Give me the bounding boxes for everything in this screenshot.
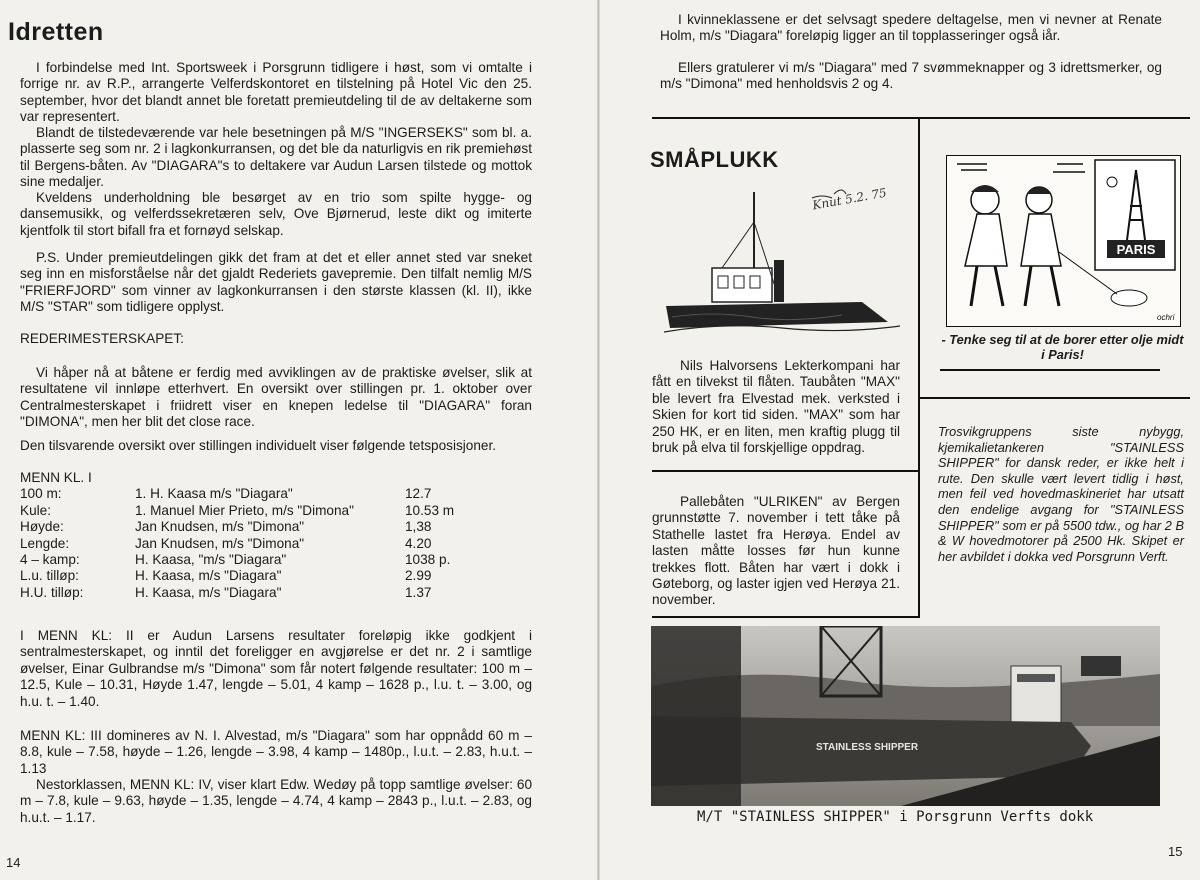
paragraph-nestorklassen	[20, 777, 532, 826]
divider-top	[652, 117, 1190, 119]
value-cell: 1,38	[405, 519, 432, 535]
paragraph-1	[20, 60, 532, 126]
cartoon-signature: ochri	[1157, 313, 1175, 322]
section-title-smaplukk: SMÅPLUKK	[650, 147, 779, 172]
event-cell: Lengde:	[20, 535, 70, 551]
event-cell: H.U. tilløp:	[20, 584, 84, 600]
value-cell: 2.99	[405, 568, 432, 584]
name-cell: H. Kaasa, m/s "Diagara"	[135, 568, 282, 584]
table-row	[20, 568, 485, 584]
table-row	[20, 519, 485, 535]
divider-caption	[940, 369, 1160, 371]
name-cell: H. Kaasa, m/s "Diagara"	[135, 584, 282, 600]
table-row	[20, 486, 485, 502]
paragraph-2-text: Blandt de tilstedeværende var hele besetningen på M/S "INGERSEKS" som bl. a. plasserte seg som nr. 2 i lagkonkurransen, og det ble da naturligvis en rik premiehøst til Bergens-båten. Av "DIAGARA"s to deltakere var Audun Larsen tilstede og mottok sine medaljer.	[20, 125, 532, 190]
paragraph-3	[20, 190, 532, 239]
results-table	[20, 470, 485, 601]
value-cell: 1.37	[405, 584, 432, 600]
paragraph-menn-kl-2: I MENN KL: II er Audun Larsens resultater foreløpig ikke godkjent i sentralmesterskapet, og inntil det foreligger en avgjørelse er det nr. 2 i samtlige øvelser, Einar Gulbrandse m/s "Dimona" som får notert følgende resultater: 100 m – 12.5, Kule – 10.31, Høyde 1.47, lengde – 5.01, 4 kamp – 1628 p., l.u. t. – 3.00, og h.u. t. – 1.40.	[20, 628, 532, 709]
section-title-idretten: Idretten	[8, 18, 104, 46]
paragraph-6: Den tilsvarende oversikt over stillingen individuelt viser følgende tetsposisjoner.	[20, 438, 497, 453]
cartoon-caption: - Tenke seg til at de borer etter olje midt i Paris!	[941, 332, 1184, 362]
event-cell: Kule:	[20, 502, 51, 518]
paragraph-nestorklassen-text: Nestorklassen, MENN KL: IV, viser klart Edw. Wedøy på topp samtlige øvelser: 60 m – 7.8, kule – 9.63, høyde – 1.35, lengde – 4.74, 4 kamp – 2843 p., l.u.t. – 2.83, og h.u.t. – 1.17.	[20, 777, 532, 825]
paragraph-2	[20, 125, 532, 191]
name-cell: 1. H. Kaasa m/s "Diagara"	[135, 486, 293, 502]
paragraph-ulriken	[652, 494, 900, 609]
photo-caption: M/T "STAINLESS SHIPPER" i Porsgrunn Verfts dokk	[697, 809, 1094, 825]
paragraph-gratulerer-text: Ellers gratulerer vi m/s "Diagara" med 7 svømmeknapper og 3 idrettsmerker, og m/s "Dimona" med henholdsvis 2 og 4.	[660, 60, 1162, 92]
heading-rederimesterskapet: REDERIMESTERSKAPET:	[20, 331, 184, 346]
paragraph-ulriken-text: Pallebåten "ULRIKEN" av Bergen grunnstøtte 7. november i tett tåke på Stathelle lastet fra Herøya. Endel av lasten måtte losses før hun kunne trekkes flott. Båten har vært i dokk i Gøteborg, og laster igjen ved Herøya 21. november.	[652, 494, 900, 608]
name-cell: 1. Manuel Mier Prieto, m/s "Dimona"	[135, 502, 354, 518]
name-cell: Jan Knudsen, m/s "Dimona"	[135, 519, 305, 535]
value-cell: 4.20	[405, 535, 432, 551]
paragraph-stainless-shipper: Trosvikgruppens siste nybygg, kjemikalietankeren "STAINLESS SHIPPER" for dansk reder, er ikke helt i rute. Den skulle vært levert tidlig i høst, men feil ved hovedmaskineriet har utsatt den endelige avgang for "STAINLESS SHIPPER" som er på 5500 tdw., og har 2 B & W hovedmotorer på 2500 Hk. Skipet er her avbildet i dokka ved Porsgrunn Verft.	[938, 424, 1184, 564]
table-row	[20, 585, 485, 601]
paragraph-5-text: Vi håper nå at båtene er ferdig med avviklingen av de praktiske øvelser, slik at resultatene vil innløpe etterhvert. En oversikt over stillingen pr. 1. oktober over Centralmesterskapet i friidrett viser en knepen ledelse til "DIAGARA" foran "DIMONA", men her blit det close race.	[20, 365, 532, 430]
event-cell: Høyde:	[20, 519, 64, 535]
tugboat-sketch-image	[662, 182, 902, 342]
paragraph-3-text: Kveldens underholdning ble besørget av en trio som spilte hygge- og dansemusikk, og velferdssekretæren selv, Ove Bjørnerud, leste dikt og imiterte kjentfolk til stort bifall fra et fornøyd selskap.	[20, 190, 532, 238]
event-cell: L.u. tilløp:	[20, 568, 79, 584]
value-cell: 1038 p.	[405, 552, 451, 568]
paragraph-ps-text: P.S. Under premieutdelingen gikk det fram at det et eller annet sted var sneket seg inn en misforståelse når det gjaldt Rederiets gavepremie. Den tilfalt nemlig M/S "FRIERFJORD" som vinner av lagkonkurransen i den største klassen (kl. II), ikke M/S "STAR" som tidligere opplyst.	[20, 250, 532, 315]
divider-max	[652, 470, 918, 472]
divider-vertical	[918, 117, 920, 617]
paragraph-5	[20, 365, 532, 431]
paragraph-1-text: I forbindelse med Int. Sportsweek i Porsgrunn tidligere i høst, som vi omtalte i forrige nr. av R.P., arrangerte Velferdskontoret en tilstelning på Hotel Vic den 25. september, hvor det blandt annet ble foretatt premieutdeling til de av deltakerne som var representert.	[20, 60, 532, 125]
left-page	[0, 0, 598, 880]
paragraph-gratulerer	[660, 60, 1162, 93]
value-cell: 12.7	[405, 486, 432, 502]
value-cell: 10.53 m	[405, 502, 455, 518]
photo-hull-name: STAINLESS SHIPPER	[816, 742, 919, 753]
paragraph-ps	[20, 250, 532, 316]
paragraph-max	[652, 358, 900, 456]
name-cell: Jan Knudsen, m/s "Dimona"	[135, 535, 305, 551]
event-cell: 4 – kamp:	[20, 552, 80, 568]
sketch-signature: Knut 5.2. 75	[811, 185, 888, 213]
divider-bottom	[652, 616, 920, 618]
paragraph-kvinneklassene-text: I kvinneklassene er det selvsagt spedere deltagelse, men vi nevner at Renate Holm, m/s "Diagara" foreløpig ligger an til topplasseringer også iår.	[660, 12, 1162, 44]
page-number-left: 14	[6, 855, 21, 870]
divider-cartoon	[918, 397, 1190, 399]
table-row	[20, 536, 485, 552]
paragraph-max-text: Nils Halvorsens Lekterkompani har fått en tilvekst til flåten. Taubåten "MAX" ble levert fra Elvestad mek. verksted i Skien for kort tid siden. "MAX" som har 250 HK, er en liten, men kraftig plugg til bruk på elva til forskjellige oppdrag.	[652, 358, 900, 456]
name-cell: H. Kaasa, "m/s "Diagara"	[135, 552, 287, 568]
shipyard-photo	[651, 626, 1160, 806]
table-row	[20, 503, 485, 519]
page-number-right: 15	[1168, 844, 1183, 859]
cartoon-drawing	[947, 156, 1180, 326]
results-table-heading: MENN KL. I	[20, 470, 92, 485]
book-spine	[597, 0, 600, 880]
event-cell: 100 m:	[20, 486, 62, 502]
cartoon-image	[946, 155, 1181, 327]
paragraph-menn-kl-3: MENN KL: III domineres av N. I. Alvestad, m/s "Diagara" som har oppnådd 60 m – 8.8, kule – 7.58, høyde – 1.26, lengde – 3.98, 4 kamp – 1480p., l.u.t. – 2.83, h.u.t. – 1.13	[20, 728, 532, 776]
cartoon-paris-sign: PARIS	[1116, 242, 1156, 257]
paragraph-kvinneklassene	[660, 12, 1162, 45]
table-row	[20, 552, 485, 568]
